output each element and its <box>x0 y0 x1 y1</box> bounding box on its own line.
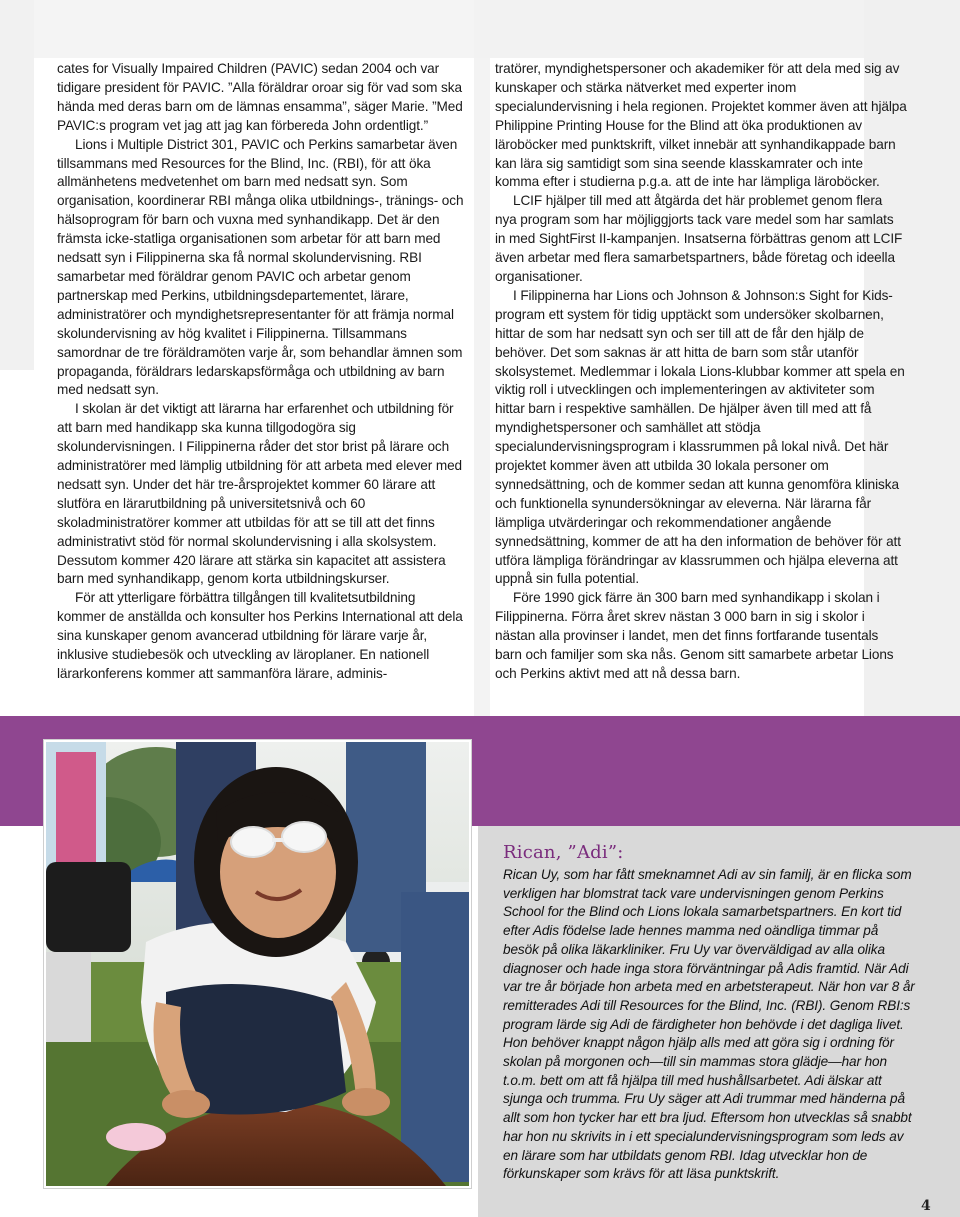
article-paragraph: tratörer, myndighetspersoner och akademiker för att dela med sig av kunskaper och stärka nätverket med experter inom specialundervisning i hela regionen. Projektet kommer även att hjälpa Philippine Printing House for the Blind att öka produktionen av läroböcker med punktskrift, vilket innebär att synhandikappade barn kan lära sig samtidigt som sina seende klasskamrater och inte komma efter i studierna p.g.a. att de inte har lämpliga läroböcker. <box>495 61 907 190</box>
article-paragraph: Lions i Multiple District 301, PAVIC och Perkins samarbetar även tillsammans med Resources for the Blind, Inc. (RBI), för att öka allmänhetens medvetenhet om barn med nedsatt syn. Som organisation, koordinerar RBI många olika utbildnings-, tränings- och hälsoprogram för barn och vuxna med synhandikapp. Det är den främsta icke-statliga organisationen som arbetar för att barn med nedsatt syn i Filippinerna ska få normal skolundervisning. RBI samarbetar med föräldrar genom PAVIC och arbetar genom partnerskap med Perkins, utbildningsdepartementet, lärare, administratörer och myndighetsrepresentanter för att främja normal skolundervisning av hög kvalitet i Filippinerna. Tillsammans samordnar de tre föräldramöten varje år, som behandlar ämnen som propaganda, föräldrars ledarskapsförmåga och utbildning av barn med nedsatt syn. <box>57 136 464 398</box>
background-tile <box>474 0 864 58</box>
article-column-left <box>57 60 465 684</box>
article-paragraph: I Filippinerna har Lions och Johnson & Johnson:s Sight for Kids-program ett system för tidig upptäckt som undersöker skolbarnen, hittar de som har nedsatt syn och ser till att de får den hjälp de behöver. Det som saknas är att hitta de barn som står utanför skolsystemet. Medlemmar i lokala Lions-klubbar kommer att spela en viktig roll i utvecklingen och implementeringen av aktiviteter som hittar barn i respektive samhällen. De hjälper även till med att få myndighetspersoner och samhället att stödja specialundervisningsprogram i klassrummen på lokal nivå. Det här projektet kommer även att utbilda 30 lokala personer om synnedsättning, och de kommer sedan att kunna genomföra kliniska och funktionella synundersökningar av eleverna. När lärarna får lämpliga utvärderingar och rekommendationer angående synnedsättning, kommer de att ha den information de behöver för att utföra lämpliga förändringar av klassrummen och hjälpa eleverna att uppnå sin fulla potential. <box>495 287 905 587</box>
background-tile <box>474 58 490 716</box>
article-paragraph: Före 1990 gick färre än 300 barn med synhandikapp i skolan i Filippinerna. Förra året skrev nästan 3 000 barn in sig i skolor i nästan alla provinser i landet, men det finns fortfarande tusentals barn och familjer som ska nås. Genom sitt samarbete arbetar Lions och Perkins aktivt med att nå dessa barn. <box>495 590 894 681</box>
photo-frame <box>44 740 471 1188</box>
background-tile <box>0 0 34 370</box>
article-paragraph: LCIF hjälper till med att åtgärda det här problemet genom flera nya program som har möjliggjorts tack vare medel som har samlats in med SightFirst II-kampanjen. Insatserna förbättras genom att LCIF även arbetar med flera samarbetspartners, både företag och ideella organisationer. <box>495 193 903 284</box>
page-number: 4 <box>921 1198 931 1214</box>
article-paragraph: I skolan är det viktigt att lärarna har erfarenhet och utbildning för att barn med handikapp ska kunna tillgodogöra sig skolundervisningen. I Filippinerna råder det stor brist på lärare och administratörer med lämplig utbildning för att arbeta med elever med nedsatt syn. Under det här tre-årsprojektet kommer 60 lärare att slutföra en lärarutbildning på universitetsnivå och 60 skoladministratörer kommer att utbildas för att se till att det finns administrativt stöd för normal skolundervisning i alla skolsystem. Dessutom kommer 420 lärare att stärka sin kapacitet att assistera barn med synhandikapp, genom korta utbildningskurser. <box>57 401 462 587</box>
photo-girl-planting <box>46 742 469 1186</box>
article-column-right <box>495 60 907 684</box>
background-tile <box>34 0 474 58</box>
caption-body: Rican Uy, som har fått smeknamnet Adi av sin familj, är en flicka som verkligen har blomstrat tack vare undervisningen genom Perkins School for the Blind och Lions lokala samarbetspartners. En kort tid efter Adis födelse lade hennes mamma ned oändliga timmar på besök på olika läkarkliniker. Fru Uy var överväldigad av alla olika diagnoser och hade inga stora förväntningar på Adis framtid. När Adi var tre år började hon arbeta med en arbetsterapeut. När hon var 8 år remitterades Adi till Resources for the Blind, Inc. (RBI). Genom RBI:s program lärde sig Adi de färdigheter hon behövde i det dagliga livet. Hon behöver knappt någon hjälp alls med att göra sig i ordning för skolan på morgonen och—till sin mammas stora glädje—har hon t.o.m. bett om att få hjälpa till med hushållsarbetet. Adi älskar att sjunga och trumma. Fru Uy säger att Adi trummar med händerna på allt som hon tycker har ett bra ljud. Eftersom hon utvecklas så snabbt har hon nu skrivits in i ett specialundervisningsprogram som leds av en lärare som har utbildats genom RBI. Idag utvecklar hon de förkunskaper som krävs för att läsa punktskrift. <box>503 867 915 1182</box>
caption-title: Rican, ”Adi”: <box>503 842 624 863</box>
article-paragraph: För att ytterligare förbättra tillgången till kvalitetsutbildning kommer de anställda och konsulter hos Perkins International att dela sina kunskaper genom avancerad utbildning för lärare varje år, inklusive studiebesök och utveckling av läroplaner. En nationell lärarkonferens kommer att sammanföra lärare, adminis- <box>57 590 463 681</box>
article-paragraph: cates for Visually Impaired Children (PAVIC) sedan 2004 och var tidigare president för PAVIC. ”Alla föräldrar oroar sig för vad som ska hända med deras barn om de lämnas ensamma”, säger Marie. ”Med PAVIC:s program vet jag att jag kan förbereda John ordentligt.” <box>57 61 463 133</box>
